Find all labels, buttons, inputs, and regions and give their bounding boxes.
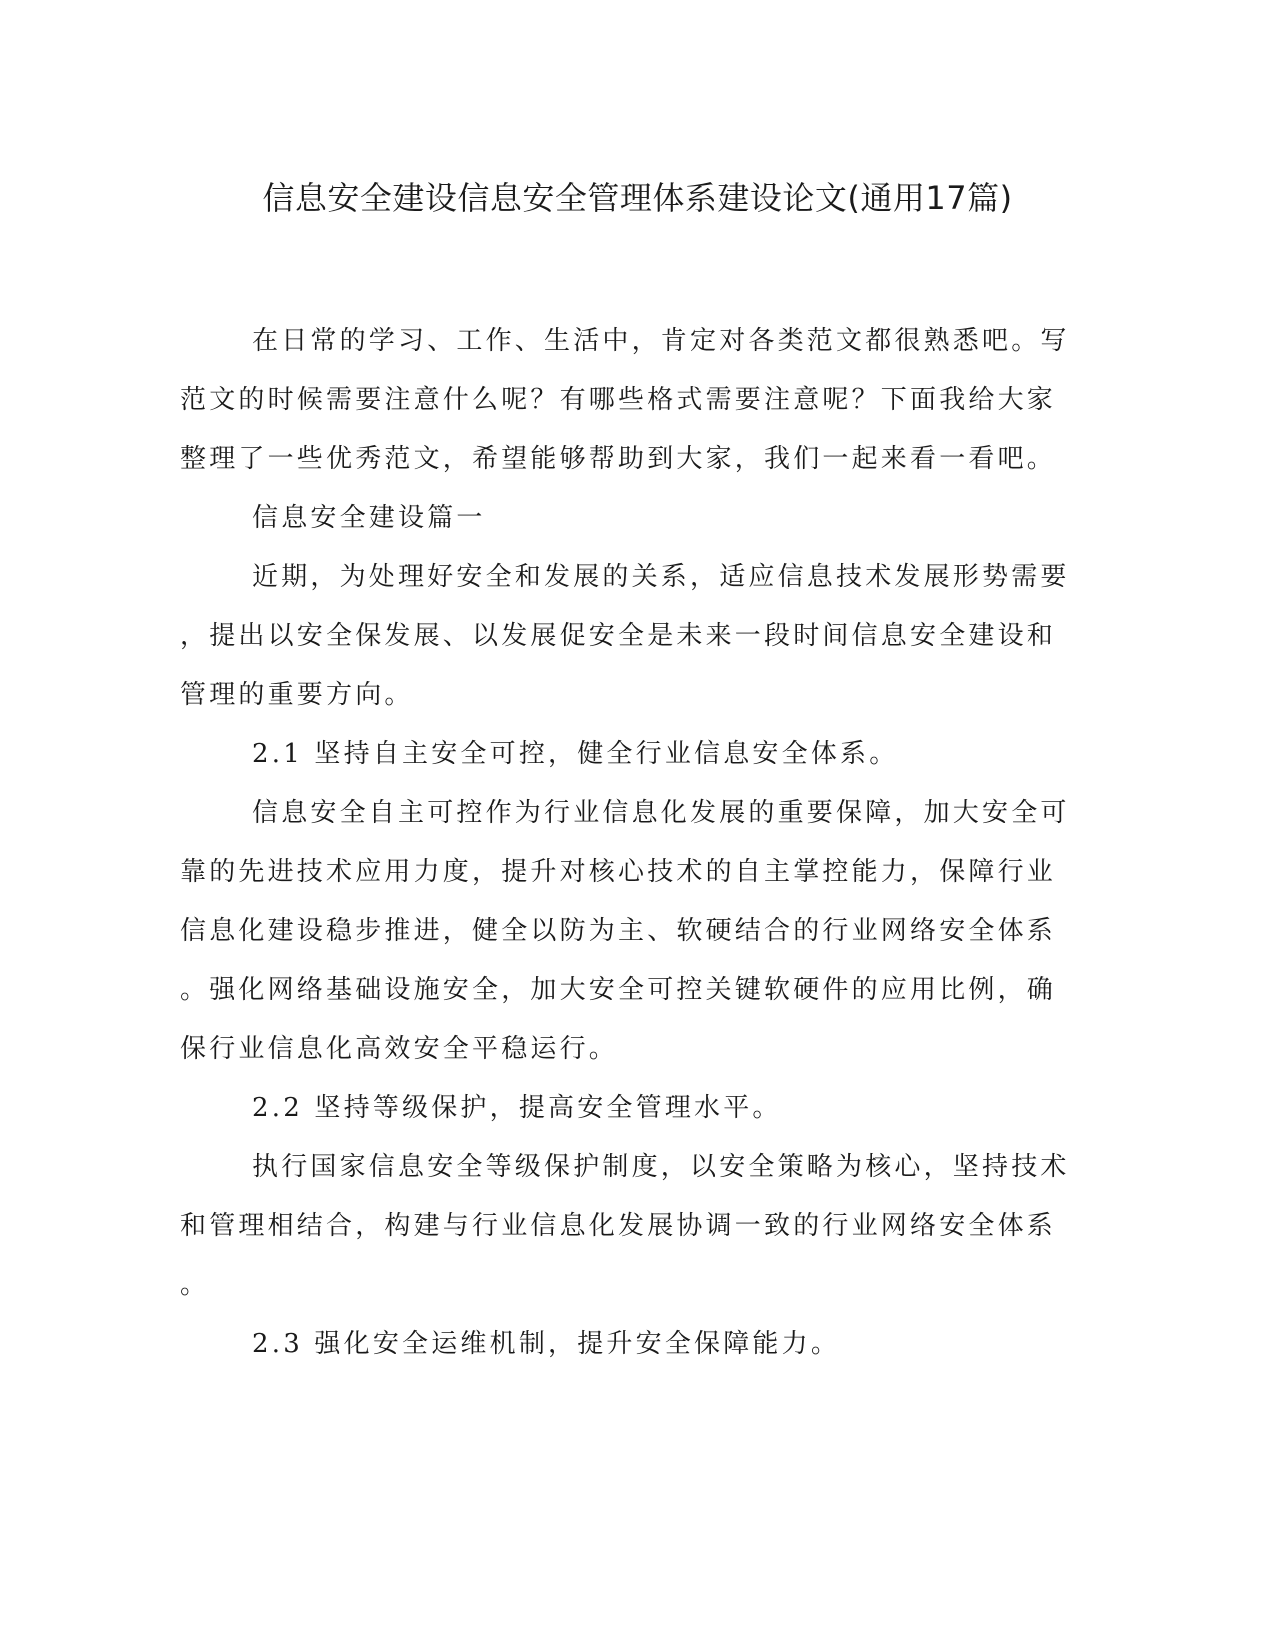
text-line: 。 — [180, 1270, 210, 1300]
section-heading: 信息安全建设篇一 — [252, 503, 486, 533]
text-line: ，提出以安全保发展、以发展促安全是未来一段时间信息安全建设和 — [180, 621, 1057, 651]
text-line: 管理的重要方向。 — [180, 680, 414, 710]
text-line: 范文的时候需要注意什么呢？有哪些格式需要注意呢？下面我给大家 — [180, 385, 1057, 415]
text-line: 。强化网络基础设施安全，加大安全可控关键软硬件的应用比例，确 — [180, 975, 1057, 1005]
text-line: 在日常的学习、工作、生活中，肯定对各类范文都很熟悉吧。写 — [252, 326, 1070, 356]
subsection-heading: 2.3 强化安全运维机制，提升安全保障能力。 — [252, 1329, 841, 1359]
text-line: 整理了一些优秀范文，希望能够帮助到大家，我们一起来看一看吧。 — [180, 444, 1057, 474]
text-line: 信息安全自主可控作为行业信息化发展的重要保障，加大安全可 — [252, 798, 1070, 828]
subsection-heading: 2.2 坚持等级保护，提高安全管理水平。 — [252, 1093, 782, 1123]
text-line: 执行国家信息安全等级保护制度，以安全策略为核心，坚持技术 — [252, 1152, 1070, 1182]
text-line: 保行业信息化高效安全平稳运行。 — [180, 1034, 619, 1064]
text-line: 信息化建设稳步推进，健全以防为主、软硬结合的行业网络安全体系 — [180, 916, 1057, 946]
text-line: 近期，为处理好安全和发展的关系，适应信息技术发展形势需要 — [252, 562, 1070, 592]
document-title: 信息安全建设信息安全管理体系建设论文(通用17篇) — [262, 179, 1013, 217]
text-line: 和管理相结合，构建与行业信息化发展协调一致的行业网络安全体系 — [180, 1211, 1057, 1241]
subsection-heading: 2.1 坚持自主安全可控，健全行业信息安全体系。 — [252, 739, 899, 769]
text-line: 靠的先进技术应用力度，提升对核心技术的自主掌控能力，保障行业 — [180, 857, 1057, 887]
document-body — [180, 312, 1070, 1374]
